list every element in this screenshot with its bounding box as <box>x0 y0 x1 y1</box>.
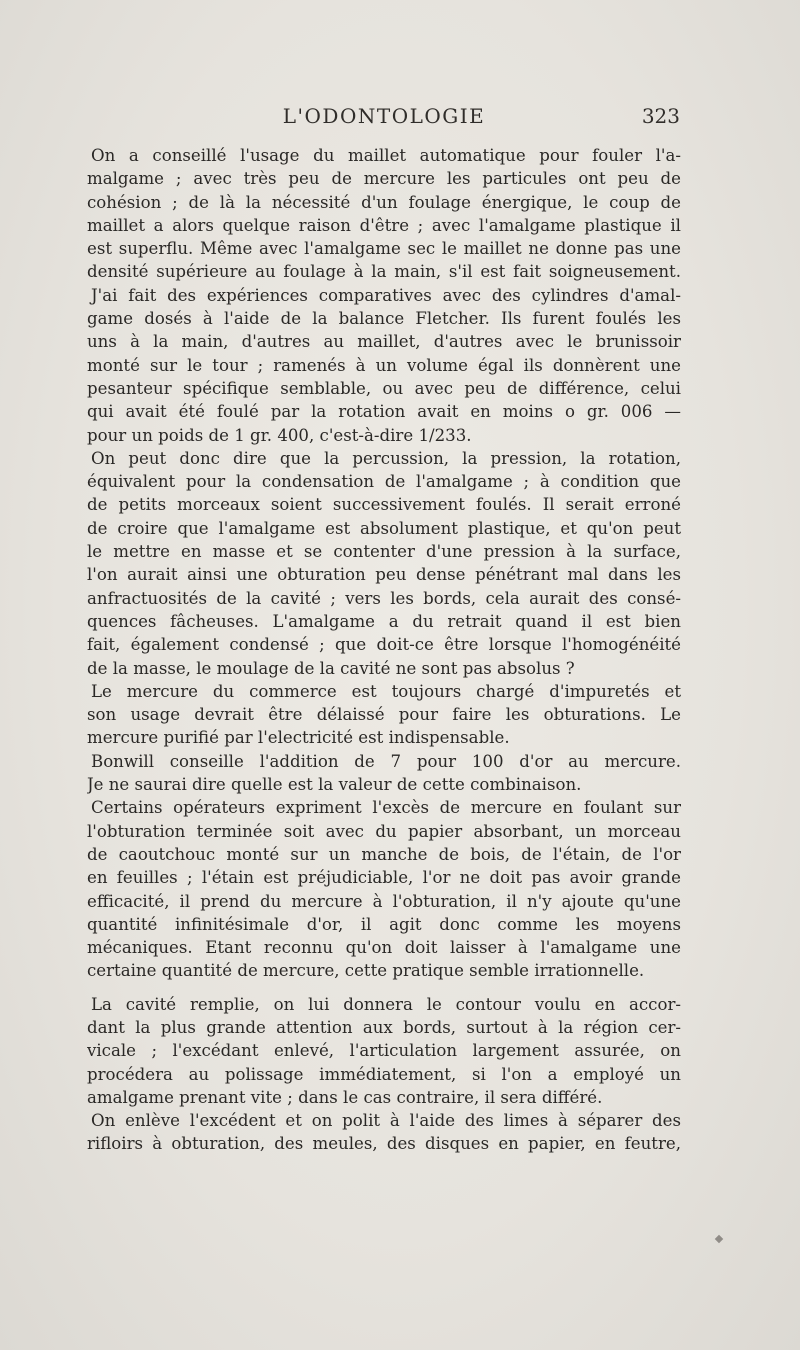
text-line: quences fâcheuses. L'amalgame a du retrait quand il est bien <box>87 611 681 631</box>
text-line: On peut donc dire que la percussion, la pression, la rotation, <box>91 448 681 468</box>
text-line: Certains opérateurs expriment l'excès de mercure en foulant sur <box>91 798 681 818</box>
text-line: de croire que l'amalgame est absolument plastique, et qu'on peut <box>87 518 681 538</box>
text-line: son usage devrait être délaissé pour faire les obturations. Le <box>87 705 681 725</box>
text-line: game dosés à l'aide de la balance Fletcher. Ils furent foulés les <box>87 309 681 329</box>
text-line: On enlève l'excédent et on polit à l'aide des limes à séparer des <box>91 1111 681 1131</box>
text-line: rifloirs à obturation, des meules, des disques en papier, en feutre, <box>87 1134 681 1154</box>
text-line: équivalent pour la condensation de l'amalgame ; à condition que <box>87 472 681 492</box>
text-line: pesanteur spécifique semblable, ou avec peu de différence, celui <box>87 378 681 398</box>
body-text <box>87 144 681 1156</box>
text-line: de caoutchouc monté sur un manche de bois, de l'étain, de l'or <box>87 844 681 864</box>
text-line: Bonwill conseille l'addition de 7 pour 100 d'or au mercure. <box>91 751 681 771</box>
text-line: densité supérieure au foulage à la main, s'il est fait soigneusement. <box>87 262 681 282</box>
text-line: qui avait été foulé par la rotation avait en moins o gr. 006 — <box>87 402 681 422</box>
text-line: de la masse, le moulage de la cavité ne sont pas absolus ? <box>87 658 575 678</box>
text-line: On a conseillé l'usage du maillet automatique pour fouler l'a- <box>91 146 681 165</box>
text-line: efficacité, il prend du mercure à l'obturation, il n'y ajoute qu'une <box>87 891 681 911</box>
text-line: J'ai fait des expériences comparatives avec des cylindres d'amal- <box>91 285 681 305</box>
text-line: anfractuosités de la cavité ; vers les bords, cela aurait des consé- <box>87 588 681 608</box>
text-line: cohésion ; de là la nécessité d'un foulage énergique, le coup de <box>87 192 681 212</box>
paragraph-8 <box>87 1109 681 1156</box>
ink-speck <box>715 1235 723 1243</box>
text-line: uns à la main, d'autres au maillet, d'autres avec le brunissoir <box>87 332 681 352</box>
page-number: 323 <box>641 104 680 128</box>
paragraph-2 <box>87 284 681 447</box>
paragraph-1 <box>87 144 681 284</box>
text-line: le mettre en masse et se contenter d'une pression à la surface, <box>87 542 681 562</box>
text-line: l'obturation terminée soit avec du papier absorbant, un morceau <box>87 821 681 841</box>
paragraph-5 <box>87 750 681 797</box>
paragraph-3 <box>87 447 681 680</box>
text-line: l'on aurait ainsi une obturation peu dense pénétrant mal dans les <box>87 565 681 585</box>
text-line: pour un poids de 1 gr. 400, c'est-à-dire 1/233. <box>87 425 472 445</box>
text-line: La cavité remplie, on lui donnera le contour voulu en accor- <box>91 994 681 1014</box>
text-line: malgame ; avec très peu de mercure les particules ont peu de <box>87 169 681 189</box>
paragraph-4 <box>87 680 681 750</box>
text-line: mercure purifié par l'electricité est indispensable. <box>87 728 510 748</box>
text-line: monté sur le tour ; ramenés à un volume égal ils donnèrent une <box>87 355 681 375</box>
paragraph-gap <box>87 983 681 993</box>
text-line: quantité infinitésimale d'or, il agit donc comme les moyens <box>87 914 681 934</box>
text-line: procédera au polissage immédiatement, si l'on a employé un <box>87 1064 681 1084</box>
page-header <box>88 104 680 134</box>
running-title: L'ODONTOLOGIE <box>282 104 486 128</box>
text-line: maillet a alors quelque raison d'être ; avec l'amalgame plastique il <box>87 215 681 235</box>
paragraph-6 <box>87 796 681 982</box>
text-line: vicale ; l'excédant enlevé, l'articulation largement assurée, on <box>87 1041 681 1061</box>
text-line: en feuilles ; l'étain est préjudiciable, l'or ne doit pas avoir grande <box>87 868 681 888</box>
paragraph-7 <box>87 993 681 1109</box>
text-line: dant la plus grande attention aux bords, surtout à la région cer- <box>87 1017 681 1037</box>
text-line: fait, également condensé ; que doit-ce être lorsque l'homogénéité <box>87 635 681 655</box>
text-line: certaine quantité de mercure, cette pratique semble irrationnelle. <box>87 961 645 981</box>
text-line: amalgame prenant vite ; dans le cas contraire, il sera différé. <box>87 1087 603 1107</box>
text-line: est superflu. Même avec l'amalgame sec le maillet ne donne pas une <box>87 239 681 259</box>
text-line: de petits morceaux soient successivement foulés. Il serait erroné <box>87 495 681 515</box>
text-line: mécaniques. Etant reconnu qu'on doit laisser à l'amalgame une <box>87 938 681 958</box>
text-line: Je ne saurai dire quelle est la valeur de cette combinaison. <box>87 775 582 795</box>
text-line: Le mercure du commerce est toujours chargé d'impuretés et <box>91 681 681 701</box>
